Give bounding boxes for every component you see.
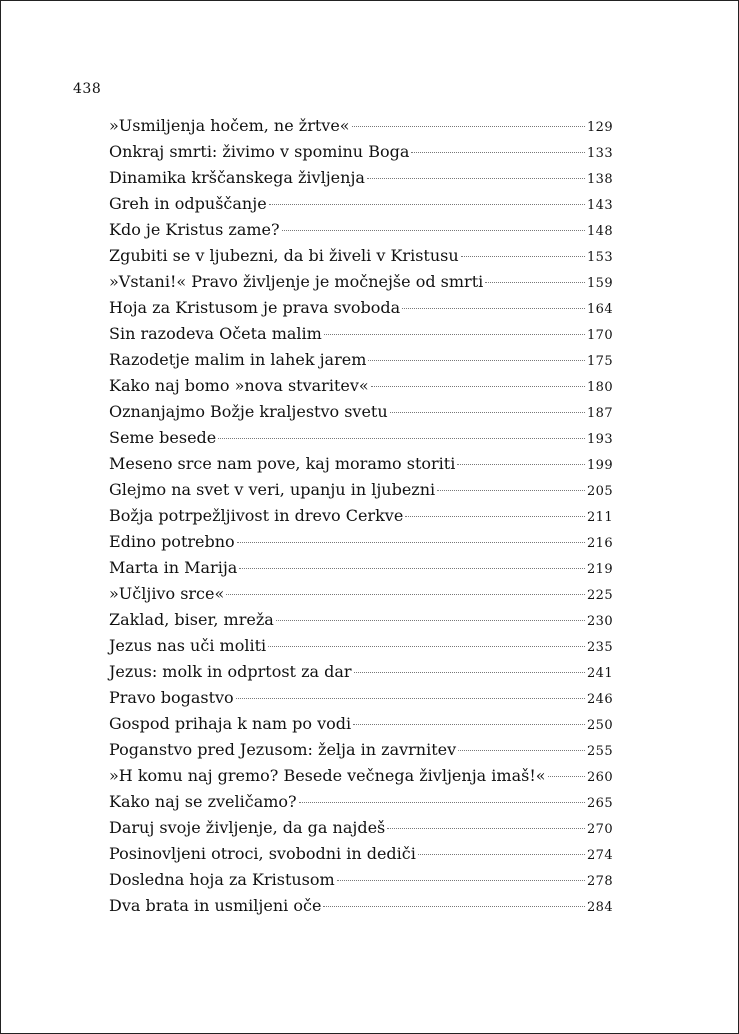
toc-entry: [109, 217, 613, 243]
toc-entry: [109, 243, 613, 269]
dot-leader: [390, 412, 585, 413]
dot-leader: [387, 828, 585, 829]
toc-entry-title: Greh in odpuščanje: [109, 194, 267, 213]
dot-leader: [269, 204, 585, 205]
toc-entry: [109, 451, 613, 477]
dot-leader: [548, 776, 585, 777]
dot-leader: [461, 256, 585, 257]
toc-entry-page: 230: [586, 614, 613, 629]
toc-entry-title: Glejmo na svet v veri, upanju in ljubezni: [109, 480, 436, 499]
toc-entry-page: 235: [586, 640, 613, 655]
dot-leader: [218, 438, 585, 439]
dot-leader: [368, 360, 585, 361]
dot-leader: [402, 308, 585, 309]
toc-entry: [109, 867, 613, 893]
dot-leader: [268, 646, 585, 647]
toc-entry-page: 205: [586, 484, 613, 499]
toc-entry-title: Oznanjajmo Božje kraljestvo svetu: [109, 402, 388, 421]
toc-entry-title: Hoja za Kristusom je prava svoboda: [109, 298, 401, 317]
toc-entry: [109, 555, 613, 581]
toc-entry-page: 143: [586, 198, 613, 213]
toc-entry: [109, 893, 613, 919]
toc-entry-page: 199: [586, 458, 613, 473]
toc-entry-title: Božja potrpežljivost in drevo Cerkve: [109, 506, 404, 525]
dot-leader: [371, 386, 585, 387]
toc-entry: [109, 347, 613, 373]
toc-entry-page: 274: [586, 848, 613, 863]
toc-entry-title: »H komu naj gremo? Besede večnega življenja imaš!«: [109, 766, 546, 785]
dot-leader: [282, 230, 585, 231]
toc-entry: [109, 581, 613, 607]
toc-entry-page: 265: [586, 796, 613, 811]
toc-entry-page: 148: [586, 224, 613, 239]
dot-leader: [352, 126, 585, 127]
toc-entry-page: 138: [586, 172, 613, 187]
dot-leader: [353, 724, 585, 725]
dot-leader: [458, 750, 585, 751]
toc-entry: [109, 425, 613, 451]
toc-entry-page: 278: [586, 874, 613, 889]
toc-entry: [109, 295, 613, 321]
toc-entry-page: 211: [586, 510, 613, 525]
toc-entry: [109, 373, 613, 399]
toc-entry: [109, 815, 613, 841]
toc-entry-page: 250: [586, 718, 613, 733]
toc-entry: [109, 321, 613, 347]
toc-entry-title: Kako naj bomo »nova stvaritev«: [109, 376, 369, 395]
toc-entry: [109, 633, 613, 659]
dot-leader: [324, 334, 585, 335]
toc-entry-title: Zaklad, biser, mreža: [109, 610, 274, 629]
toc-entry-title: Seme besede: [109, 428, 217, 447]
dot-leader: [236, 698, 585, 699]
toc-entry-title: Zgubiti se v ljubezni, da bi živeli v Kristusu: [109, 246, 459, 265]
toc-entry: [109, 841, 613, 867]
toc-entry-page: 260: [586, 770, 613, 785]
toc-entry-title: Jezus nas uči moliti: [109, 636, 267, 655]
dot-leader: [457, 464, 585, 465]
toc-entry-title: Marta in Marija: [109, 558, 238, 577]
toc-entry: [109, 789, 613, 815]
page-number: 438: [73, 81, 102, 97]
toc-entry-title: Edino potrebno: [109, 532, 235, 551]
toc-entry-page: 180: [586, 380, 613, 395]
toc-entry: [109, 659, 613, 685]
toc-entry-page: 193: [586, 432, 613, 447]
toc-entry-title: Pravo bogastvo: [109, 688, 234, 707]
toc-entry-page: 241: [586, 666, 613, 681]
toc-entry-page: 246: [586, 692, 613, 707]
toc-entry-page: 187: [586, 406, 613, 421]
toc-entry-title: Dosledna hoja za Kristusom: [109, 870, 335, 889]
table-of-contents: [109, 113, 613, 919]
toc-entry: [109, 269, 613, 295]
toc-entry-page: 270: [586, 822, 613, 837]
toc-entry-page: 170: [586, 328, 613, 343]
dot-leader: [337, 880, 585, 881]
toc-entry: [109, 607, 613, 633]
toc-entry-page: 225: [586, 588, 613, 603]
toc-entry-title: Gospod prihaja k nam po vodi: [109, 714, 352, 733]
toc-entry: [109, 737, 613, 763]
toc-entry-page: 164: [586, 302, 613, 317]
toc-entry-title: »Usmiljenja hočem, ne žrtve«: [109, 116, 350, 135]
toc-entry-page: 153: [586, 250, 613, 265]
dot-leader: [239, 568, 585, 569]
toc-entry-title: Meseno srce nam pove, kaj moramo storiti: [109, 454, 456, 473]
toc-entry-page: 159: [586, 276, 613, 291]
dot-leader: [367, 178, 585, 179]
toc-entry-title: »Učljivo srce«: [109, 584, 225, 603]
toc-entry-page: 133: [586, 146, 613, 161]
toc-entry-page: 284: [586, 900, 613, 915]
toc-entry-title: Dinamika krščanskega življenja: [109, 168, 365, 187]
dot-leader: [226, 594, 585, 595]
toc-entry: [109, 763, 613, 789]
dot-leader: [437, 490, 585, 491]
toc-entry-page: 255: [586, 744, 613, 759]
dot-leader: [323, 906, 585, 907]
toc-entry-page: 219: [586, 562, 613, 577]
dot-leader: [237, 542, 585, 543]
toc-entry-title: Dva brata in usmiljeni oče: [109, 896, 322, 915]
toc-entry: [109, 711, 613, 737]
toc-entry: [109, 477, 613, 503]
toc-entry-title: Daruj svoje življenje, da ga najdeš: [109, 818, 386, 837]
dot-leader: [276, 620, 585, 621]
toc-entry-title: Kdo je Kristus zame?: [109, 220, 280, 239]
toc-entry: [109, 191, 613, 217]
toc-entry: [109, 165, 613, 191]
dot-leader: [485, 282, 585, 283]
toc-entry-page: 129: [586, 120, 613, 135]
toc-entry-title: Onkraj smrti: živimo v spominu Boga: [109, 142, 410, 161]
toc-entry: [109, 399, 613, 425]
dot-leader: [418, 854, 585, 855]
toc-entry: [109, 529, 613, 555]
toc-entry-title: Kako naj se zveličamo?: [109, 792, 297, 811]
toc-entry-title: Posinovljeni otroci, svobodni in dediči: [109, 844, 416, 863]
toc-entry: [109, 685, 613, 711]
toc-entry-page: 175: [586, 354, 613, 369]
dot-leader: [411, 152, 585, 153]
toc-entry-title: »Vstani!« Pravo življenje je močnejše od smrti: [109, 272, 484, 291]
dot-leader: [299, 802, 585, 803]
toc-entry: [109, 503, 613, 529]
toc-entry-page: 216: [586, 536, 613, 551]
toc-entry-title: Razodetje malim in lahek jarem: [109, 350, 367, 369]
toc-entry-title: Sin razodeva Očeta malim: [109, 324, 322, 343]
toc-entry-title: Poganstvo pred Jezusom: želja in zavrnitev: [109, 740, 457, 759]
dot-leader: [354, 672, 585, 673]
toc-entry-title: Jezus: molk in odprtost za dar: [109, 662, 352, 681]
toc-entry: [109, 113, 613, 139]
dot-leader: [405, 516, 585, 517]
toc-entry: [109, 139, 613, 165]
